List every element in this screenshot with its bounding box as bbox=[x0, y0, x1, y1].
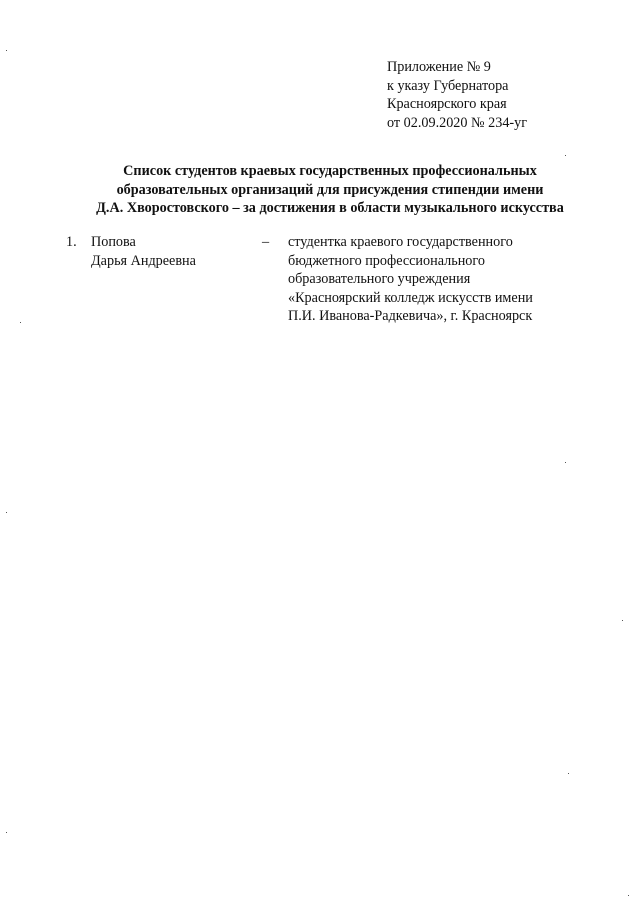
scan-speck bbox=[6, 50, 7, 51]
appendix-header bbox=[387, 58, 527, 132]
appendix-line: от 02.09.2020 № 234-уг bbox=[387, 114, 528, 131]
scan-speck bbox=[20, 322, 21, 323]
scan-speck bbox=[6, 512, 7, 513]
scan-speck bbox=[565, 462, 566, 463]
title-line: Д.А. Хворостовского – за достижения в области музыкального искусства bbox=[96, 200, 564, 217]
list-item-number: 1. bbox=[66, 234, 77, 250]
scan-speck bbox=[628, 895, 629, 896]
scan-speck bbox=[568, 773, 569, 774]
scan-speck bbox=[565, 155, 566, 156]
title-line: Список студентов краевых государственных профессиональных bbox=[123, 163, 537, 179]
appendix-line: Красноярского края bbox=[387, 96, 507, 113]
description-line: бюджетного профессионального bbox=[288, 252, 485, 269]
appendix-line: к указу Губернатора bbox=[387, 77, 509, 94]
title-line: образовательных организаций для присуждения стипендии имени bbox=[116, 181, 544, 198]
student-name bbox=[91, 233, 196, 270]
separator-dash: – bbox=[262, 234, 270, 250]
student-description bbox=[288, 233, 533, 326]
description-line: «Красноярский колледж искусств имени bbox=[288, 289, 533, 306]
description-line: П.И. Иванова-Радкевича», г. Красноярск bbox=[288, 308, 533, 325]
scan-speck bbox=[6, 832, 7, 833]
student-surname: Попова bbox=[91, 234, 136, 250]
appendix-line: Приложение № 9 bbox=[387, 59, 491, 75]
document-title bbox=[40, 162, 620, 218]
description-line: студентка краевого государственного bbox=[288, 234, 513, 250]
scan-speck bbox=[622, 620, 623, 621]
student-given-names: Дарья Андреевна bbox=[91, 252, 196, 269]
description-line: образовательного учреждения bbox=[288, 271, 471, 288]
